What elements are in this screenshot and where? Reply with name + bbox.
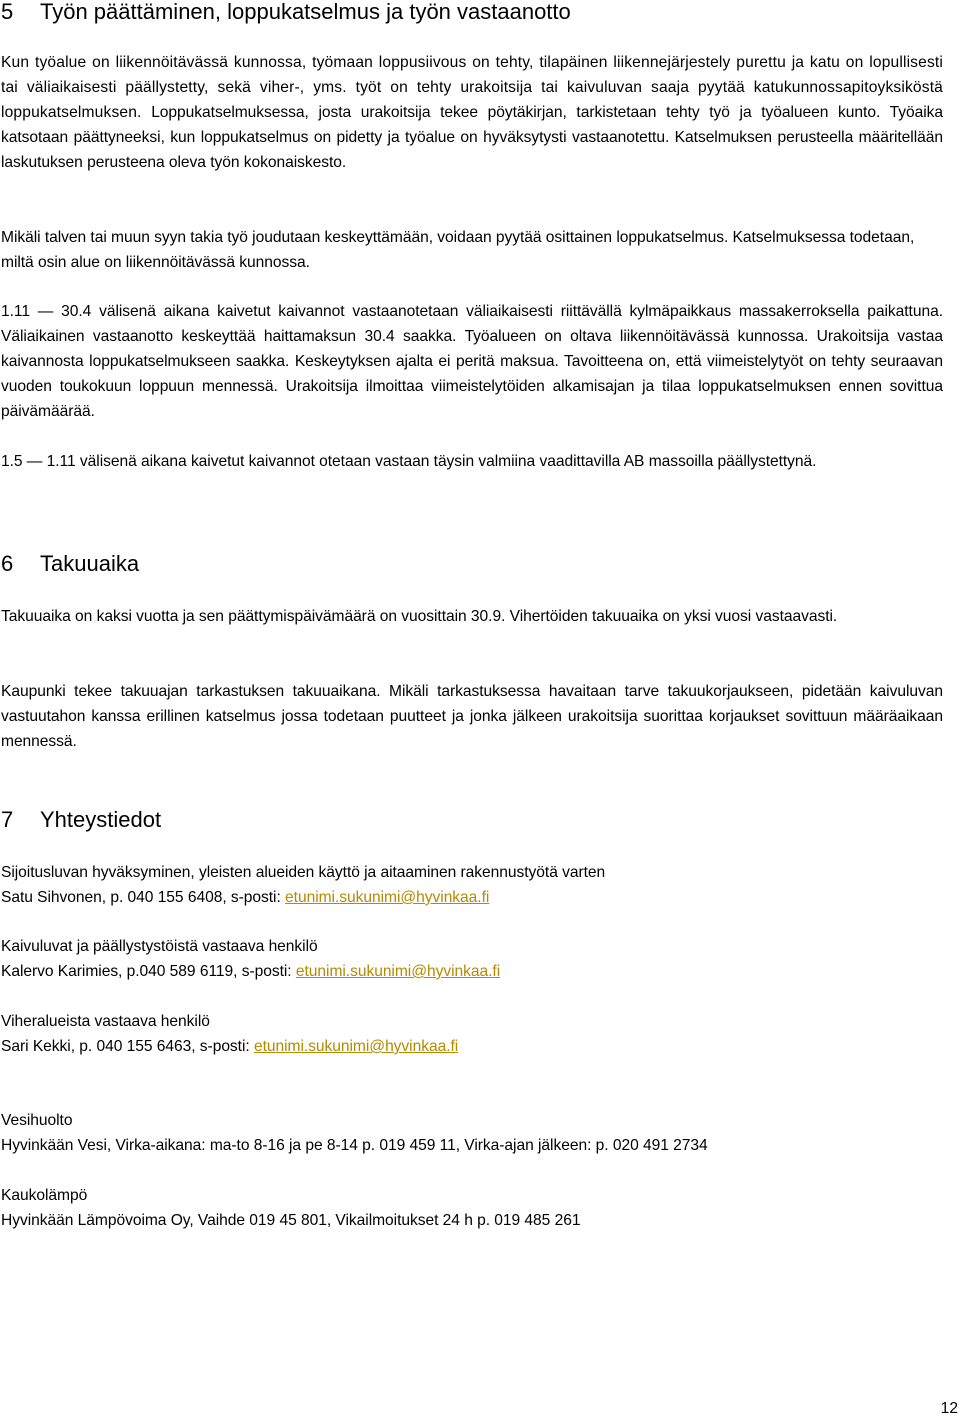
section-6-paragraph-2: Kaupunki tekee takuuajan tarkastuksen takuuaikana. Mikäli tarkastuksessa havaitaan tarve takuukorjaukseen, pidetään kaivuluvan vastuutahon kanssa erillinen katselmus jossa todetaan puutteet ja jonka jälkeen urakoitsija suorittaa korjaukset sovittuun määräaikaan mennessä. [1, 683, 943, 750]
contact-details-text: Kalervo Karimies, p.040 589 6119, s-posti: [1, 963, 296, 980]
section-5-paragraph-1-part-b: Loppukatselmuksessa, josta urakoitsija tekee pöytäkirjan, tarkistetaan tehty työ ja työalueen kunto. Työaika katsotaan päättyneeksi, kun loppukatselmus on pidetty ja työalue on hyväksytysti vastaanotettu. Katselmuksen perusteella määritellään laskutuksen perusteena oleva työn kokonaiskesto. [1, 104, 943, 171]
section-5-heading [1, 0, 571, 24]
contact-email-link[interactable]: etunimi.sukunimi@hyvinkaa.fi [285, 889, 490, 906]
contact-role: Kaivuluvat ja päällystystöistä vastaava henkilö [1, 938, 318, 955]
contact-role: Viheralueista vastaava henkilö [1, 1013, 210, 1030]
section-5-paragraph-1-part-a: Kun työalue on liikennöitävässä kunnossa, työmaan loppusiivous on tehty, tilapäinen liikennejärjestely purettu ja katu on lopullisesti tai väliaikaisesti päällystetty, sekä viher-, yms. työt on tehty urakoitsija tai kaivuluvan saaja pyytää katukunnossapitoyksiköstä loppukatselmuksen. [1, 54, 943, 121]
section-6-title: Takuuaika [40, 551, 140, 576]
section-5-paragraph-4: 1.5 — 1.11 välisenä aikana kaivetut kaivannot otetaan vastaan täysin valmiina vaadittavilla AB massoilla päällystettynä. [1, 453, 817, 470]
section-5-paragraph-2: Mikäli talven tai muun syyn takia työ joudutaan keskeyttämään, voidaan pyytää osittainen loppukatselmus. Katselmuksessa todetaan, miltä osin alue on liikennöitävässä kunnossa. [1, 229, 915, 271]
contact-details [1, 1034, 943, 1059]
page-number: 12 [940, 1400, 958, 1417]
contact-role: Sijoitusluvan hyväksyminen, yleisten alueiden käyttö ja aitaaminen rakennustyötä varten [1, 864, 606, 881]
contact-details: Hyvinkään Vesi, Virka-aikana: ma-to 8-16 ja pe 8-14 p. 019 459 11, Virka-ajan jälkeen: p. 020 491 2734 [1, 1137, 708, 1154]
contact-details-text: Satu Sihvonen, p. 040 155 6408, s-posti: [1, 889, 286, 906]
contact-details [1, 885, 943, 910]
contact-block-2 [1, 934, 943, 984]
section-6-heading [1, 552, 139, 576]
section-6-number: 6 [1, 551, 14, 576]
section-7-number: 7 [1, 807, 14, 832]
contact-block-5 [1, 1183, 943, 1233]
section-5-number: 5 [1, 0, 14, 24]
section-5-paragraph-3: 1.11 — 30.4 välisenä aikana kaivetut kaivannot vastaanotetaan väliaikaisesti riittävällä kylmäpaikkaus massakerroksella paikattuna. Väliaikainen vastaanotto keskeyttää haittamaksun 30.4 saakka. Työalueen on oltava liikennöitävässä kunnossa. Urakoitsija vastaa kaivannosta loppukatselmukseen saakka. Keskeytyksen ajalta ei peritä maksua. Tavoitteena on, että viimeistelytyöt on tehty seuraavan vuoden toukokuun loppuun mennessä. Urakoitsija ilmoittaa viimeistelytöiden alkamisajan ja tilaa loppukatselmuksen ennen sovittua päivämäärää. [1, 303, 943, 420]
section-7-title: Yhteystiedot [40, 807, 162, 832]
contact-block-3 [1, 1009, 943, 1059]
contact-details-text: Sari Kekki, p. 040 155 6463, s-posti: [1, 1038, 254, 1055]
section-6-paragraph-1: Takuuaika on kaksi vuotta ja sen päättymispäivämäärä on vuosittain 30.9. Vihertöiden takuuaika on yksi vuosi vastaavasti. [1, 608, 838, 625]
contact-role: Kaukolämpö [1, 1187, 88, 1204]
contact-block-4 [1, 1108, 943, 1158]
section-7-heading [1, 808, 161, 832]
contact-details [1, 959, 943, 984]
contact-role: Vesihuolto [1, 1112, 73, 1129]
contact-block-1 [1, 860, 943, 910]
contact-email-link[interactable]: etunimi.sukunimi@hyvinkaa.fi [295, 963, 501, 980]
section-5-paragraph-1 [1, 50, 943, 175]
section-5-title: Työn päättäminen, loppukatselmus ja työn vastaanotto [40, 0, 571, 24]
contact-details: Hyvinkään Lämpövoima Oy, Vaihde 019 45 801, Vikailmoitukset 24 h p. 019 485 261 [1, 1212, 581, 1229]
contact-email-link[interactable]: etunimi.sukunimi@hyvinkaa.fi [253, 1038, 459, 1055]
